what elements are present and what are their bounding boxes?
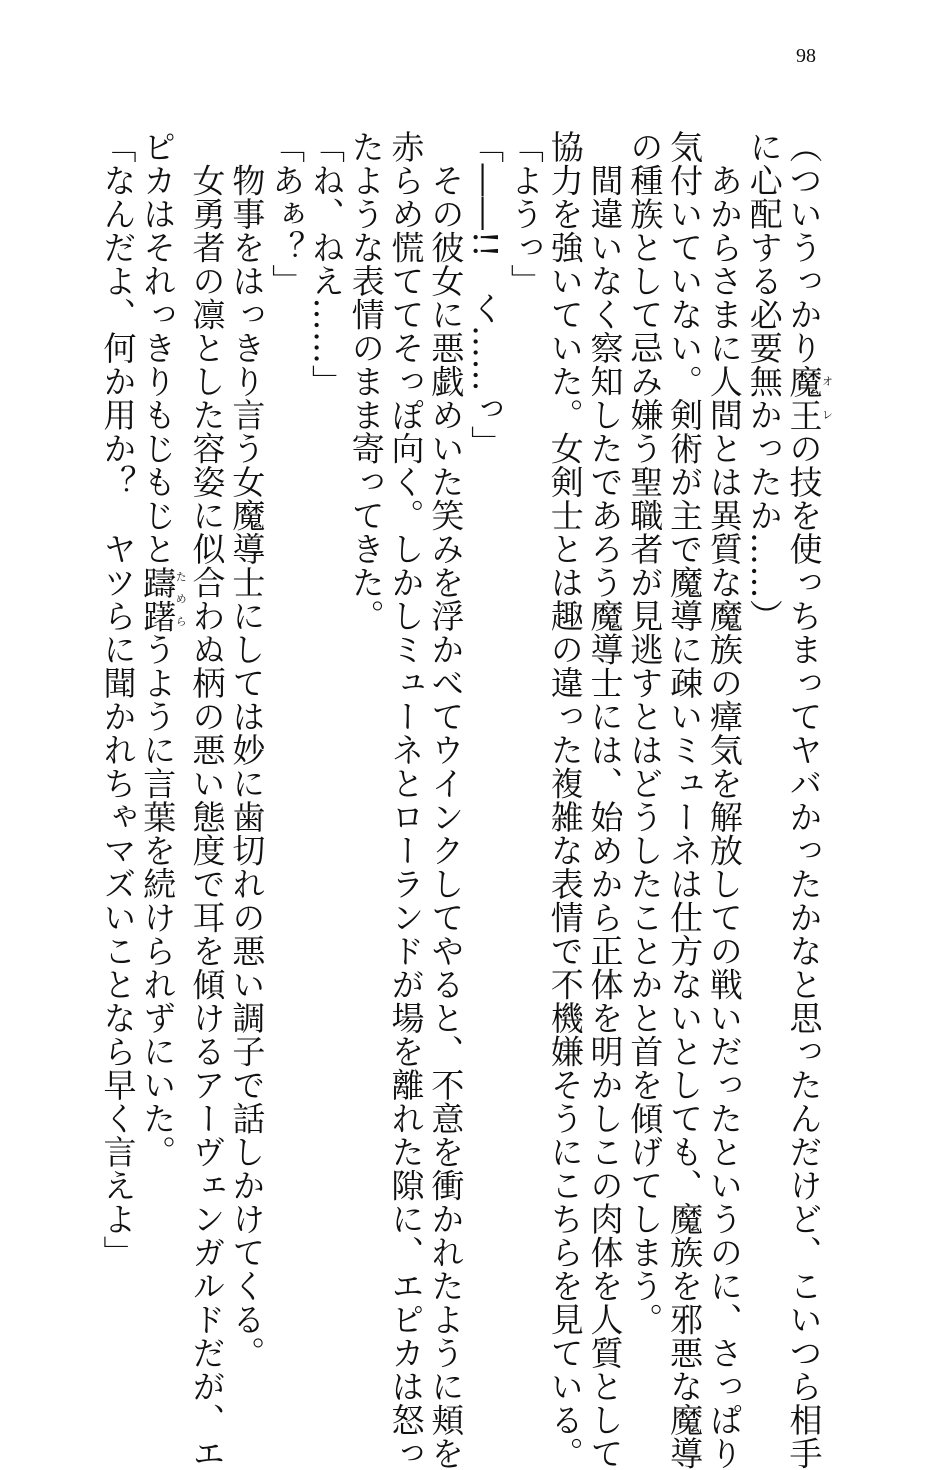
text-line: その彼女に悪戯めいた笑みを浮かべてウインクしてやると、不意を衝かれたように頬を [426, 130, 466, 1470]
vertical-text-body [98, 130, 834, 1470]
text-line: 気付いていない。剣術が主で魔導に疎いミューネは仕方ないとしても、魔族を邪悪な魔導 [665, 130, 705, 1470]
text-line: 協力を強いていた。女剣士とは趣の違った複雑な表情で不機嫌そうにこちらを見ている。 [545, 130, 585, 1470]
text-line: 「ようっ」 [505, 130, 545, 298]
text-line: 物事をはっきり言う女魔導士にしては妙に歯切れの悪い調子で話しかけてくる。 [227, 130, 267, 1370]
text-line: に心配する必要無かったか……） [744, 130, 784, 633]
text-line: 間違いなく察知したであろう魔導士には、始めから正体を明かしこの肉体を人質として [585, 130, 625, 1470]
text-line: 「あぁ？」 [267, 130, 307, 298]
text-line: あからさまに人間とは異質な魔族の瘴気を解放しての戦いだったというのに、さっぱり [704, 130, 744, 1470]
text-line: 赤らめ慌ててそっぽ向く。しかしミューネとローランドが場を離れた隙に、エピカは怒っ [386, 130, 426, 1470]
text-line: たような表情のまま寄ってきた。 [346, 130, 386, 633]
text-line: ピカはそれっきりもじもじと躊躇ためらうように言葉を続けられずにいた。 [138, 130, 188, 1169]
text-line: の種族として忌み嫌う聖職者が見逃すとはどうしたことかと首を傾げてしまう。 [625, 130, 665, 1336]
page-number: 98 [796, 45, 816, 67]
text-line: 「なんだよ、何か用か？ ヤツらに聞かれちゃマズいことなら早く言えよ」 [98, 130, 138, 1269]
ruby-annotation: 躊躇ためら [138, 565, 188, 633]
text-line: 「ね、ねえ……」 [306, 130, 346, 398]
text-line: 「――!! く……っ」 [466, 130, 506, 460]
ruby-annotation: 魔王オレ [784, 364, 834, 432]
text-line: 女勇者の凛とした容姿に似合わぬ柄の悪い態度で耳を傾けるアーヴェンガルドだが、エ [187, 130, 227, 1470]
text-line: （ついうっかり魔王オレの技を使っちまってヤバかったかなと思ったんだけど、こいつら相手 [784, 130, 834, 1470]
